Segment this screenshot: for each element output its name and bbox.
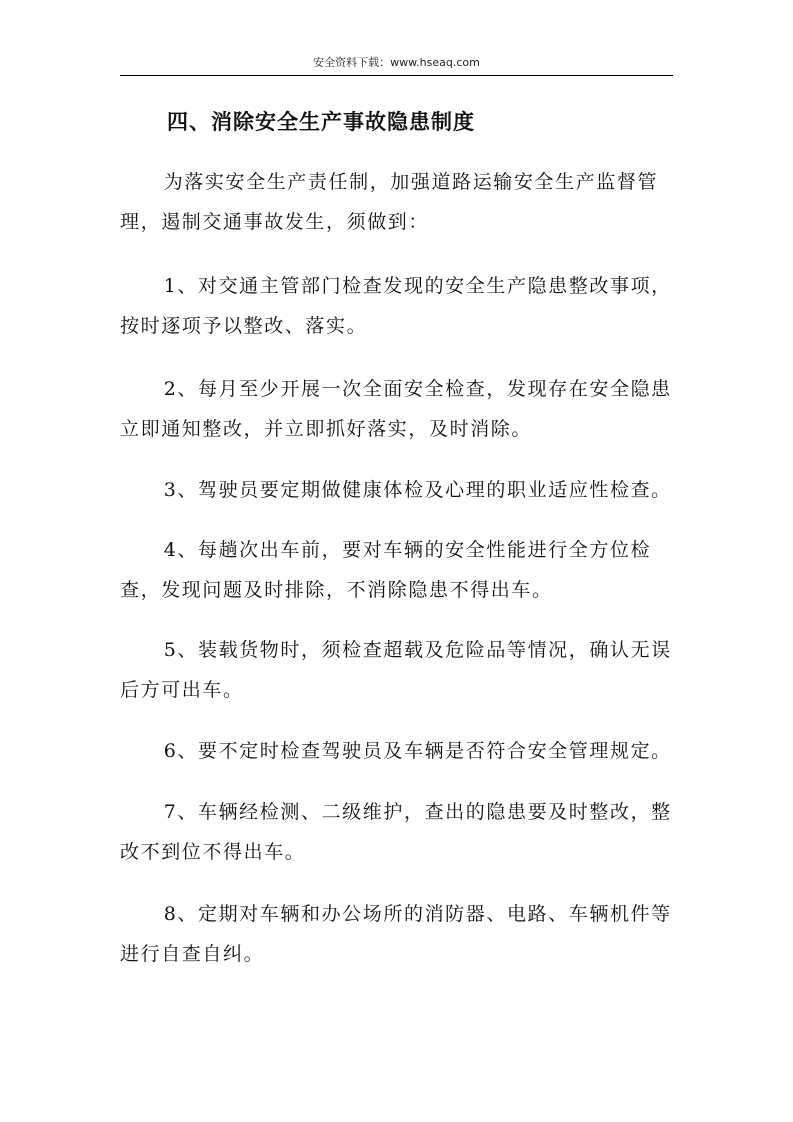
list-item-7: 7、车辆经检测、二级维护，查出的隐患要及时整改，整改不到位不得出车。 [120,801,672,863]
list-item-8: 8、定期对车辆和办公场所的消防器、电路、车辆机件等进行自查自纠。 [120,903,672,965]
intro-paragraph: 为落实安全生产责任制，加强道路运输安全生产监督管理，遏制交通事故发生，须做到： [120,171,659,233]
list-item-3: 3、驾驶员要定期做健康体检及心理的职业适应性检查。 [163,479,672,501]
page-header: 安全资料下载：www.hseaq.com [313,56,480,69]
list-item-2: 2、每月至少开展一次全面安全检查，发现存在安全隐患立即通知整改，并立即抓好落实，及时消除。 [120,378,672,440]
list-item-1: 1、对交通主管部门检查发现的安全生产隐患整改事项，按时逐项予以整改、落实。 [120,275,672,337]
document-title: 四、消除安全生产事故隐患制度 [167,109,475,134]
list-item-6: 6、要不定时检查驾驶员及车辆是否符合安全管理规定。 [163,740,672,762]
list-item-4: 4、每趟次出车前，要对车辆的安全性能进行全方位检查，发现问题及时排除，不消除隐患不得出车。 [120,539,652,601]
list-item-5: 5、装载货物时，须检查超载及危险品等情况，确认无误后方可出车。 [120,639,672,701]
header-divider [120,75,673,76]
